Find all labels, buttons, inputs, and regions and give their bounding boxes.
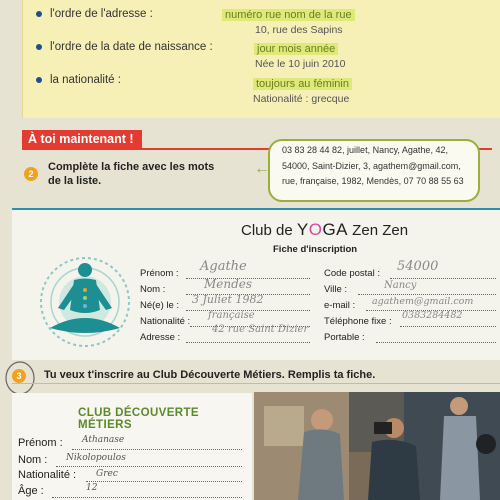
club2-label-nationalite: Nationalité : <box>18 469 77 481</box>
rule-row-nationality <box>36 74 121 86</box>
divider-line <box>12 383 500 384</box>
yoga-letter-o: O <box>308 220 323 239</box>
field-label-prenom: Prénom : <box>140 268 179 279</box>
bullet-icon <box>36 77 42 83</box>
field-line <box>72 449 242 450</box>
field-line <box>52 497 242 498</box>
field-line <box>358 294 496 295</box>
yoga-logo <box>297 220 348 239</box>
exercise-instruction: Tu veux t'inscrire au Club Découverte Métiers. Remplis ta fiche. <box>44 369 376 381</box>
rule-label: l'ordre de la date de naissance : <box>50 41 213 53</box>
field-label-birthdate: Né(e) le : <box>140 300 180 311</box>
field-line <box>376 342 496 343</box>
rule-highlight: toujours au féminin <box>253 78 352 90</box>
field-label-adresse: Adresse : <box>140 332 181 343</box>
yoga-registration-form <box>12 208 500 360</box>
field-line <box>390 278 496 279</box>
field-line <box>86 481 242 482</box>
field-label-nom: Nom : <box>140 284 166 295</box>
section-banner: À toi maintenant ! <box>22 130 142 148</box>
rule-example: 10, rue des Sapins <box>255 24 343 36</box>
club2-handwritten-prenom: Athanase <box>82 435 125 445</box>
field-line <box>56 466 242 467</box>
club-title-suffix: Zen Zen <box>348 222 409 239</box>
handwritten-birthdate: 3 Juliet 1982 <box>192 293 264 306</box>
field-label-nationalite: Nationalité : <box>140 316 191 327</box>
handwritten-email: agathem@gmail.com <box>372 296 474 307</box>
club2-label-prenom: Prénom : <box>18 437 63 449</box>
handwritten-nationalite: française <box>208 310 255 321</box>
instruction-line: de la liste. <box>48 175 102 187</box>
field-label-telephone: Téléphone fixe : <box>324 316 392 327</box>
club-decouverte-form <box>12 393 252 500</box>
exercise-instruction <box>48 160 214 188</box>
field-label-ville: Ville : <box>324 284 348 295</box>
field-line <box>400 326 496 327</box>
club2-handwritten-nationalite: Grec <box>96 469 118 479</box>
rule-row-birthdate <box>36 41 213 53</box>
field-label-code-postal: Code postal : <box>324 268 380 279</box>
handwritten-prenom: Agathe <box>200 259 247 274</box>
rule-label: la nationalité : <box>50 74 121 86</box>
rule-highlight: numéro rue nom de la rue <box>222 9 355 21</box>
exercise-number-badge: 3 <box>12 369 26 383</box>
rule-example: Née le 10 juin 2010 <box>255 58 346 70</box>
club2-label-nom: Nom : <box>18 454 48 466</box>
word-list-line: rue, française, 1982, Mendès, 07 70 88 55 63 <box>282 176 464 186</box>
rule-label: l'ordre de l'adresse : <box>50 8 153 20</box>
film-crew-photo <box>254 392 500 500</box>
field-label-portable: Portable : <box>324 332 365 343</box>
rule-row-address <box>36 8 153 20</box>
instruction-line: Complète la fiche avec les mots <box>48 161 215 173</box>
word-list-box <box>254 139 480 202</box>
club-title <box>241 220 408 240</box>
rule-example: Nationalité : grecque <box>253 93 350 105</box>
club2-label-age: Âge : <box>18 485 44 497</box>
handwritten-nom: Mendes <box>204 277 253 291</box>
field-line <box>186 342 310 343</box>
exercise-number-badge: 2 <box>24 167 38 181</box>
meditation-figure-icon <box>30 250 140 360</box>
bullet-icon <box>36 11 42 17</box>
handwritten-ville: Nancy <box>384 280 417 291</box>
yoga-letters: GA <box>322 220 349 239</box>
handwritten-code-postal: 54000 <box>397 259 439 274</box>
arrow-left-icon: ← <box>254 160 270 177</box>
club-title-prefix: Club de <box>241 222 297 239</box>
club2-handwritten-age: 12 <box>86 483 98 493</box>
field-label-email: e-mail : <box>324 300 356 311</box>
bullet-icon <box>36 44 42 50</box>
handwritten-telephone: 0383284482 <box>402 310 463 321</box>
club2-handwritten-nom: Nikolopoulos <box>66 453 126 463</box>
club2-title: CLUB DÉCOUVERTE MÉTIERS <box>78 407 200 431</box>
word-list-line: 03 83 28 44 82, juillet, Nancy, Agathe, 42, <box>282 145 448 155</box>
form-subtitle: Fiche d'inscription <box>273 244 358 255</box>
yoga-letter: Y <box>296 220 309 239</box>
rule-highlight: jour mois année <box>254 43 338 55</box>
word-list-line: 54000, Saint-Dizier, 3, agathem@gmail.com, <box>282 160 461 171</box>
handwritten-adresse: 42 rue Saint Dizier <box>212 324 309 335</box>
